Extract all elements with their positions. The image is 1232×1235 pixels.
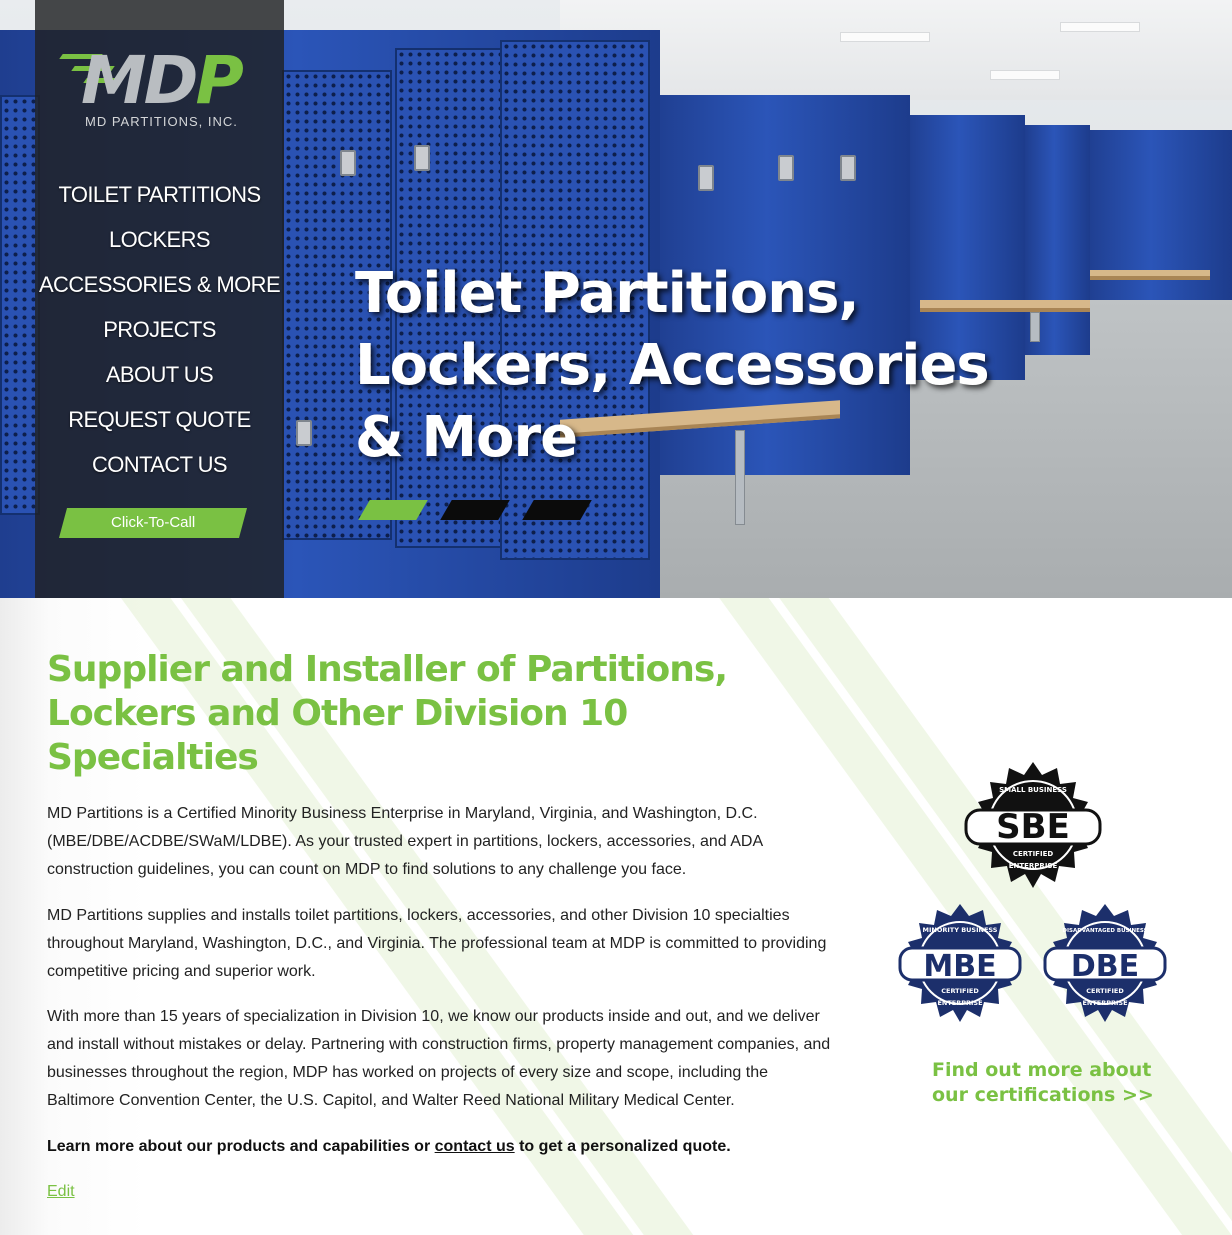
slide-dot-1[interactable] [358, 500, 428, 520]
nav-panel [35, 0, 284, 598]
nav-item-projects[interactable]: PROJECTS [103, 317, 216, 342]
hero-title-line: Lockers, Accessories [355, 333, 989, 398]
ceiling [560, 0, 1232, 100]
mdp-logo[interactable] [53, 42, 263, 138]
nav-item-toilet-partitions[interactable]: TOILET PARTITIONS [58, 182, 261, 207]
logo-mark: MDP [81, 42, 241, 119]
dbe-top-label: DISADVANTAGED BUSINESS [1062, 928, 1148, 934]
sbe-top-label: SMALL BUSINESS [999, 786, 1067, 794]
slide-dot-3[interactable] [522, 500, 592, 520]
locker-latch [296, 420, 312, 446]
edit-link[interactable]: Edit [47, 1183, 75, 1200]
locker-latch [414, 145, 430, 171]
nav-item-request-quote[interactable]: REQUEST QUOTE [68, 407, 251, 432]
nav-item-accessories[interactable]: ACCESSORIES & MORE [38, 272, 281, 297]
slide-dot-2[interactable] [440, 500, 510, 520]
hero-banner [0, 0, 1232, 598]
ceiling-light [990, 70, 1060, 80]
sbe-label: SBE [996, 807, 1070, 847]
hero-title [355, 258, 1035, 474]
dbe-certified-label: CERTIFIED [1086, 987, 1124, 995]
bench [1090, 270, 1210, 280]
hero-title-line: & More [355, 405, 578, 470]
ceiling-light [840, 32, 930, 42]
ceiling-light [1060, 22, 1140, 32]
click-to-call-button[interactable]: Click-To-Call [59, 508, 247, 538]
nav-item-lockers[interactable]: LOCKERS [109, 227, 210, 252]
sbe-badge[interactable] [958, 762, 1108, 902]
dbe-bottom-label: ENTERPRISE [1082, 999, 1128, 1007]
dbe-label: DBE [1070, 949, 1140, 984]
services-paragraph: MD Partitions supplies and installs toilet partitions, lockers, accessories, and other Division 10 specialties throughout Maryland, Washington, D.C., and Virginia. The professional team at MDP is committed to providing competitive pricing and superior work. [47, 907, 827, 980]
nav-item-about-us[interactable]: ABOUT US [105, 362, 214, 387]
page-headline: Supplier and Installer of Partitions, Lockers and Other Division 10 Specialties [47, 649, 727, 778]
mbe-certified-label: CERTIFIED [941, 987, 979, 995]
mbe-top-label: MINORITY BUSINESS [922, 926, 998, 934]
locker-latch [340, 150, 356, 176]
experience-paragraph: With more than 15 years of specialization in Division 10, we know our products inside and out, and we deliver and install without mistakes or delay. Partnering with construction firms, property management companies, and businesses throughout the region, MDP has worked on projects of every size and scope, including the Baltimore Convention Center, the U.S. Capitol, and Walter Reed National Military Medical Center. [47, 1008, 831, 1109]
nav-item-contact-us[interactable]: CONTACT US [92, 452, 227, 477]
dbe-badge[interactable] [1035, 904, 1175, 1039]
sbe-certified-label: CERTIFIED [1012, 850, 1054, 858]
hero-title-line: Toilet Partitions, [355, 261, 859, 326]
contact-us-link[interactable]: contact us [434, 1138, 515, 1155]
main-nav [35, 172, 284, 487]
mbe-badge[interactable] [890, 904, 1030, 1039]
locker-door [0, 95, 40, 515]
certifications-link[interactable]: Find out more about our certifications >> [932, 1059, 1154, 1106]
intro-paragraph: MD Partitions is a Certified Minority Business Enterprise in Maryland, Virginia, and Washington, D.C. (MBE/DBE/ACDBE/SWaM/LDBE). As your trusted expert in partitions, lockers, accessories, and ADA construction guidelines, you can count on MDP to find solutions to any challenge you face. [47, 805, 763, 878]
mbe-bottom-label: ENTERPRISE [937, 999, 983, 1007]
sbe-bottom-label: ENTERPRISE [1008, 862, 1058, 870]
learn-more-text: Learn more about our products and capabilities or contact us to get a personalized quote. [47, 1138, 731, 1155]
mbe-label: MBE [923, 949, 997, 984]
logo-subtitle: MD PARTITIONS, INC. [85, 114, 238, 129]
